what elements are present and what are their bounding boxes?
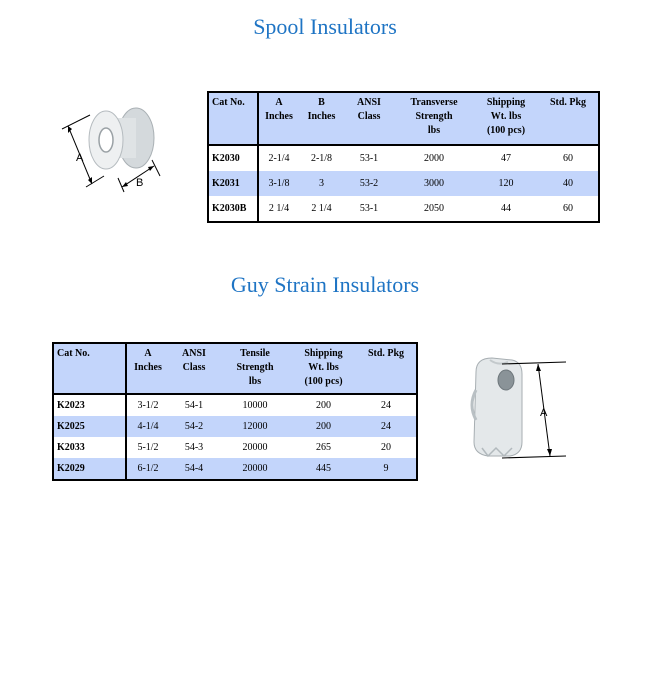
column-header <box>258 92 299 145</box>
guy-insulator-hole <box>498 370 514 390</box>
cat-no-cell: K2031 <box>208 171 258 196</box>
table-cell: 20 <box>356 437 417 458</box>
dim-b-label: B <box>136 177 144 189</box>
table-cell: 2-1/4 <box>258 145 299 171</box>
column-header-line: ANSI <box>182 348 206 359</box>
column-header <box>356 343 417 394</box>
dim-a-ext-bottom <box>86 176 104 187</box>
cat-no-cell: K2025 <box>53 416 126 437</box>
column-header-line: Strength <box>236 362 274 373</box>
column-header-line: Std. Pkg <box>549 97 587 108</box>
table-row <box>208 171 599 196</box>
table-cell: 3-1/2 <box>126 394 169 416</box>
table-cell: 20000 <box>219 437 291 458</box>
table-cell: 60 <box>538 196 599 222</box>
column-header <box>299 92 344 145</box>
column-header <box>126 343 169 394</box>
table-cell: 2 1/4 <box>299 196 344 222</box>
table-cell: 2000 <box>394 145 474 171</box>
column-header-line: Tensile <box>240 348 270 359</box>
table-cell: 200 <box>291 416 356 437</box>
column-header <box>53 343 126 394</box>
table-cell: 445 <box>291 458 356 480</box>
table-cell: 12000 <box>219 416 291 437</box>
column-header <box>169 343 219 394</box>
column-header <box>344 92 394 145</box>
table-cell: 200 <box>291 394 356 416</box>
column-header-line: Class <box>182 362 206 373</box>
column-header <box>474 92 538 145</box>
table-cell: 53-2 <box>344 171 394 196</box>
column-header-line: Wt. lbs <box>308 362 339 373</box>
column-header <box>219 343 291 394</box>
spool-insulator-image <box>56 96 176 196</box>
column-header-line: Wt. lbs <box>490 111 522 122</box>
column-header-line: (100 pcs) <box>304 376 343 387</box>
table-row <box>53 437 417 458</box>
table-cell: 20000 <box>219 458 291 480</box>
table-cell: 9 <box>356 458 417 480</box>
table-cell: 44 <box>474 196 538 222</box>
table-cell: 265 <box>291 437 356 458</box>
column-header-line: Shipping <box>486 97 526 108</box>
column-header-line: A <box>275 97 283 108</box>
column-header-line: (100 pcs) <box>486 125 526 136</box>
spool-insulators-title: Spool Insulators <box>253 14 397 39</box>
dim-b-arrow-left <box>122 182 128 187</box>
table-cell: 24 <box>356 416 417 437</box>
dim-a-label: A <box>540 407 548 419</box>
column-header <box>394 92 474 145</box>
table-cell: 5-1/2 <box>126 437 169 458</box>
dim-a-label: A <box>76 152 84 164</box>
cat-no-cell: K2033 <box>53 437 126 458</box>
dim-b-ext-right <box>152 160 160 176</box>
cat-no-cell: K2030 <box>208 145 258 171</box>
table-cell: 3 <box>299 171 344 196</box>
column-header-line: Inches <box>265 111 293 122</box>
table-cell: 54-3 <box>169 437 219 458</box>
table-cell: 4-1/4 <box>126 416 169 437</box>
table-cell: 2-1/8 <box>299 145 344 171</box>
table-row <box>208 196 599 222</box>
dim-b-ext-left <box>118 178 124 192</box>
column-header-line: lbs <box>248 376 262 387</box>
table-row <box>53 394 417 416</box>
column-header-line: Cat No. <box>57 348 90 359</box>
table-cell: 2050 <box>394 196 474 222</box>
column-header-line: ANSI <box>357 97 381 108</box>
table-row <box>208 145 599 171</box>
guy-strain-insulator-image <box>462 350 572 465</box>
column-header-line: Inches <box>307 111 336 122</box>
column-header-line: Class <box>357 111 381 122</box>
cat-no-cell: K2029 <box>53 458 126 480</box>
table-header-row <box>208 92 599 145</box>
table-cell: 10000 <box>219 394 291 416</box>
dim-a-ext-top <box>62 115 90 129</box>
table-cell: 60 <box>538 145 599 171</box>
table-row <box>53 458 417 480</box>
table-cell: 53-1 <box>344 196 394 222</box>
guy-insulator-body <box>474 358 522 456</box>
table-cell: 120 <box>474 171 538 196</box>
guy-strain-insulators-title: Guy Strain Insulators <box>230 272 420 297</box>
dim-b-arrow-right <box>148 166 154 171</box>
table-row <box>53 416 417 437</box>
table-header-row <box>53 343 417 394</box>
column-header-line: Cat No. <box>212 97 245 108</box>
column-header <box>291 343 356 394</box>
column-header-line: Inches <box>134 362 162 373</box>
cat-no-cell: K2030B <box>208 196 258 222</box>
guy-strain-insulators-table <box>52 342 418 481</box>
dim-a-ext-bottom <box>502 456 566 458</box>
column-header-line: Strength <box>415 111 453 122</box>
cat-no-cell: K2023 <box>53 394 126 416</box>
spool-insulators-table <box>207 91 600 223</box>
column-header-line: lbs <box>427 125 441 136</box>
column-header-line: Transverse <box>410 97 458 108</box>
table-cell: 24 <box>356 394 417 416</box>
column-header-line: A <box>144 348 152 359</box>
table-cell: 47 <box>474 145 538 171</box>
table-cell: 3-1/8 <box>258 171 299 196</box>
table-cell: 54-1 <box>169 394 219 416</box>
table-cell: 3000 <box>394 171 474 196</box>
column-header-line: Shipping <box>304 348 343 359</box>
column-header <box>208 92 258 145</box>
spool-bore <box>99 128 113 152</box>
table-cell: 53-1 <box>344 145 394 171</box>
table-cell: 6-1/2 <box>126 458 169 480</box>
table-cell: 2 1/4 <box>258 196 299 222</box>
column-header-line: B <box>318 97 325 108</box>
table-cell: 40 <box>538 171 599 196</box>
table-cell: 54-2 <box>169 416 219 437</box>
table-cell: 54-4 <box>169 458 219 480</box>
column-header <box>538 92 599 145</box>
column-header-line: Std. Pkg <box>367 348 405 359</box>
